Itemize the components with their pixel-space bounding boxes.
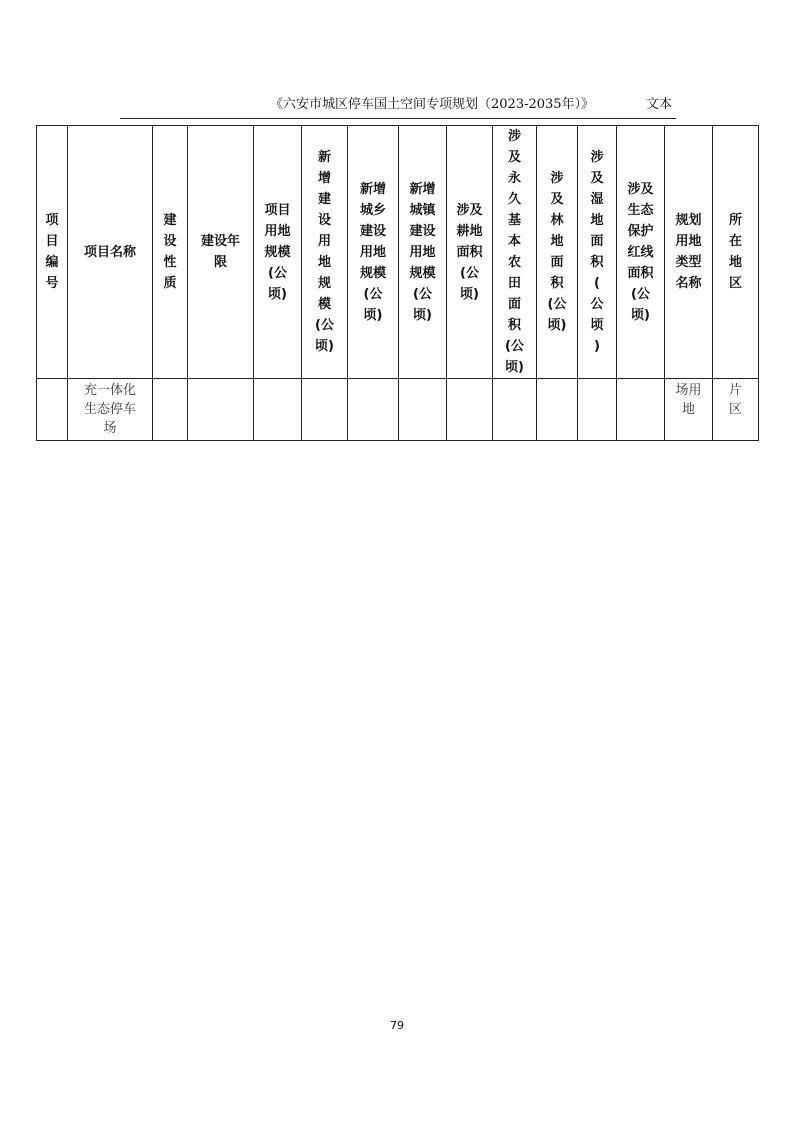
page-header bbox=[120, 93, 676, 117]
col-header-label: 涉 及 湿 地 面 积 ( 公 顷 ) bbox=[590, 150, 604, 354]
table-cell bbox=[153, 379, 188, 441]
document-type-label: 文本 bbox=[645, 97, 672, 112]
table-cell bbox=[537, 379, 578, 441]
col-header-label: 项目名称 bbox=[83, 244, 136, 260]
table-header-row bbox=[37, 126, 759, 379]
col-header-label: 规划 用地 类型 名称 bbox=[675, 213, 702, 291]
project-table bbox=[36, 125, 759, 441]
col-header-land-type-name bbox=[665, 126, 713, 379]
table-cell: 充一体化 生态停车 场 bbox=[68, 379, 153, 441]
col-header-district bbox=[713, 126, 759, 379]
table-cell bbox=[399, 379, 447, 441]
col-header-label: 新增 城镇 建设 用地 规模 (公 顷) bbox=[409, 181, 436, 323]
col-header-label: 涉 及 永 久 基 本 农 田 面 积 (公 顷) bbox=[505, 129, 524, 375]
table-cell bbox=[254, 379, 302, 441]
col-header-farmland-area bbox=[447, 126, 493, 379]
col-header-project-name bbox=[68, 126, 153, 379]
col-header-land-scale bbox=[254, 126, 302, 379]
col-header-label: 新增 城乡 建设 用地 规模 (公 顷) bbox=[359, 181, 386, 323]
table-row bbox=[37, 379, 759, 441]
page-number: 79 bbox=[390, 1019, 404, 1032]
col-header-label: 涉及 生态 保护 红线 面积 (公 顷) bbox=[627, 181, 654, 323]
table-cell bbox=[578, 379, 617, 441]
table-cell bbox=[447, 379, 493, 441]
col-header-label: 所 在 地 区 bbox=[728, 213, 742, 291]
col-header-label: 建 设 性 质 bbox=[163, 213, 177, 291]
table-cell: 片 区 bbox=[713, 379, 759, 441]
table-cell bbox=[348, 379, 399, 441]
col-header-new-urban-rural-land bbox=[348, 126, 399, 379]
col-header-new-construction-land bbox=[302, 126, 348, 379]
col-header-forest-area bbox=[537, 126, 578, 379]
col-header-wetland-area bbox=[578, 126, 617, 379]
col-header-new-town-land bbox=[399, 126, 447, 379]
document-title: 《六安市城区停车国土空间专项规划（2023-2035年）》 bbox=[270, 97, 595, 112]
col-header-label: 项目 用地 规模 (公 顷) bbox=[264, 202, 291, 302]
col-header-label: 涉 及 林 地 面 积 (公 顷) bbox=[547, 171, 567, 333]
col-header-label: 建设年 限 bbox=[200, 234, 240, 270]
table-cell bbox=[302, 379, 348, 441]
header-rule bbox=[120, 118, 676, 119]
col-header-construction-period bbox=[188, 126, 254, 379]
col-header-eco-redline-area bbox=[617, 126, 665, 379]
table-cell: 场用 地 bbox=[665, 379, 713, 441]
table-cell bbox=[617, 379, 665, 441]
col-header-construction-type bbox=[153, 126, 188, 379]
col-header-label: 涉及 耕地 面积 (公 顷) bbox=[456, 202, 483, 302]
table-cell bbox=[188, 379, 254, 441]
table-cell bbox=[493, 379, 537, 441]
col-header-basic-farmland-area bbox=[493, 126, 537, 379]
col-header-label: 新 增 建 设 用 地 规 模 (公 顷) bbox=[315, 150, 334, 354]
col-header-project-no bbox=[37, 126, 68, 379]
col-header-label: 项 目 编 号 bbox=[45, 213, 59, 291]
table-cell bbox=[37, 379, 68, 441]
